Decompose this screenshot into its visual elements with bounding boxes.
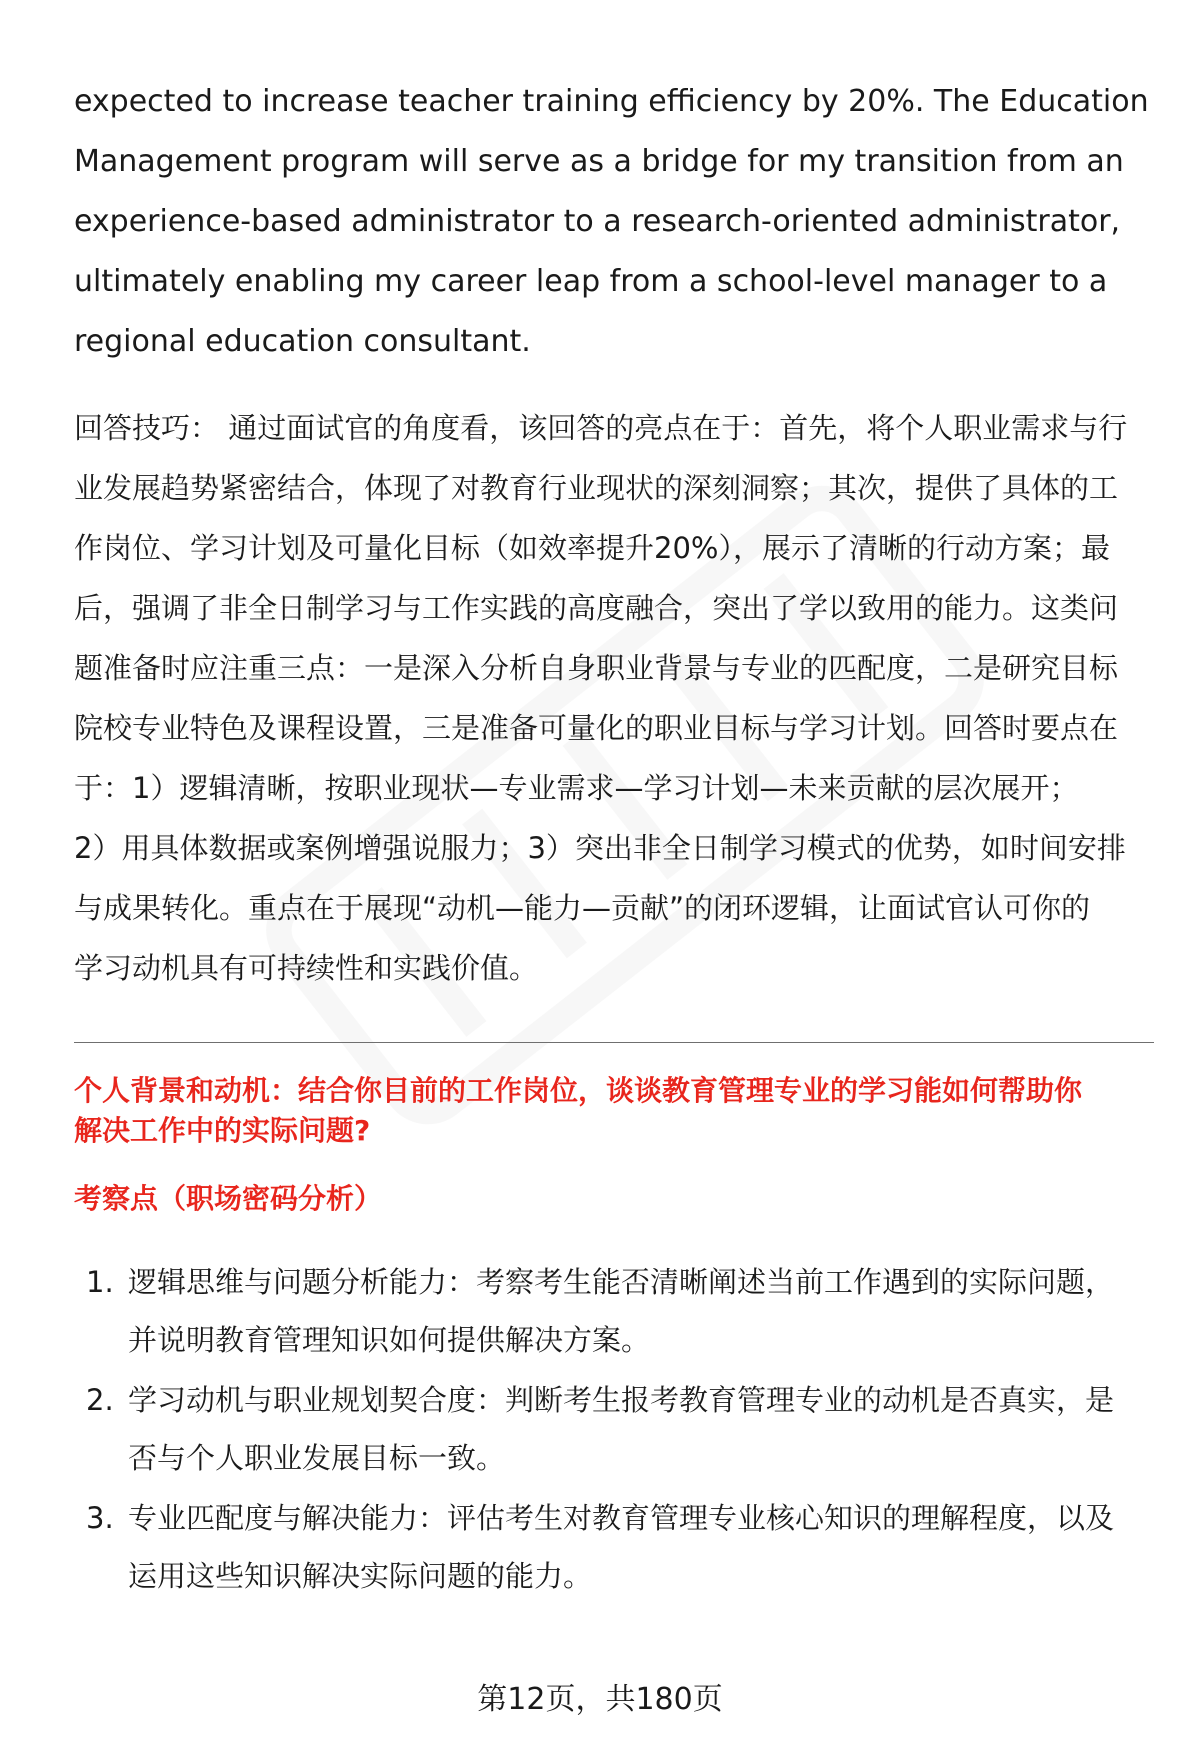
list-item-line: 专业匹配度与解决能力：评估考生对教育管理专业核心知识的理解程度，以及 (128, 1501, 1115, 1535)
list-number: 1. (86, 1265, 114, 1299)
english-line: experience-based administrator to a research-oriented administrator, (74, 204, 1121, 239)
list-item-line: 学习动机与职业规划契合度：判断考生报考教育管理专业的动机是否真实，是 (128, 1383, 1115, 1417)
list-item-line: 并说明教育管理知识如何提供解决方案。 (128, 1323, 651, 1357)
tips-line: 题准备时应注重三点：一是深入分析自身职业背景与专业的匹配度，二是研究目标 (74, 651, 1119, 685)
tips-line: 2）用具体数据或案例增强说服力；3）突出非全日制学习模式的优势，如时间安排 (74, 831, 1126, 865)
english-paragraph (74, 72, 1154, 372)
tips-line: 后，强调了非全日制学习与工作实践的高度融合，突出了学以致用的能力。这类问 (74, 591, 1119, 625)
english-line: Management program will serve as a bridge for my transition from an (74, 144, 1124, 179)
english-line: regional education consultant. (74, 324, 531, 359)
english-line: expected to increase teacher training efficiency by 20%. The Education (74, 84, 1149, 119)
list-item-line: 逻辑思维与问题分析能力：考察考生能否清晰阐述当前工作遇到的实际问题， (128, 1265, 1115, 1299)
tips-line: 业发展趋势紧密结合，体现了对教育行业现状的深刻洞察；其次，提供了具体的工 (74, 471, 1119, 505)
question-line: 解决工作中的实际问题? (74, 1114, 371, 1147)
assessment-points-heading: 考察点（职场密码分析） (74, 1182, 383, 1215)
list-number: 3. (86, 1501, 114, 1535)
list-item-line: 运用这些知识解决实际问题的能力。 (128, 1559, 593, 1593)
tips-line: 作岗位、学习计划及可量化目标（如效率提升20%），展示了清晰的行动方案；最 (74, 531, 1110, 565)
page-number-footer: 第12页，共180页 (477, 1682, 723, 1717)
tips-line: 与成果转化。重点在于展现“动机—能力—贡献”的闭环逻辑，让面试官认可你的 (74, 891, 1091, 925)
list-item-line: 否与个人职业发展目标一致。 (128, 1441, 506, 1475)
tips-line: 回答技巧： 通过面试官的角度看，该回答的亮点在于：首先，将个人职业需求与行 (74, 411, 1128, 445)
question-line: 个人背景和动机：结合你目前的工作岗位，谈谈教育管理专业的学习能如何帮助你 (74, 1074, 1083, 1107)
list-item (74, 1371, 1154, 1487)
tips-line: 学习动机具有可持续性和实践价值。 (74, 951, 539, 985)
list-item (74, 1489, 1154, 1605)
english-line: ultimately enabling my career leap from a school-level manager to a (74, 264, 1108, 299)
answer-tips-paragraph (74, 398, 1154, 998)
tips-line: 院校专业特色及课程设置，三是准备可量化的职业目标与学习计划。回答时要点在 (74, 711, 1119, 745)
question-heading (74, 1071, 1154, 1151)
assessment-points-list (74, 1253, 1154, 1605)
document-body (74, 72, 1154, 1607)
tips-line: 于：1）逻辑清晰，按职业现状—专业需求—学习计划—未来贡献的层次展开； (74, 771, 1079, 805)
list-item (74, 1253, 1154, 1369)
section-divider (74, 1042, 1154, 1043)
list-number: 2. (86, 1383, 114, 1417)
